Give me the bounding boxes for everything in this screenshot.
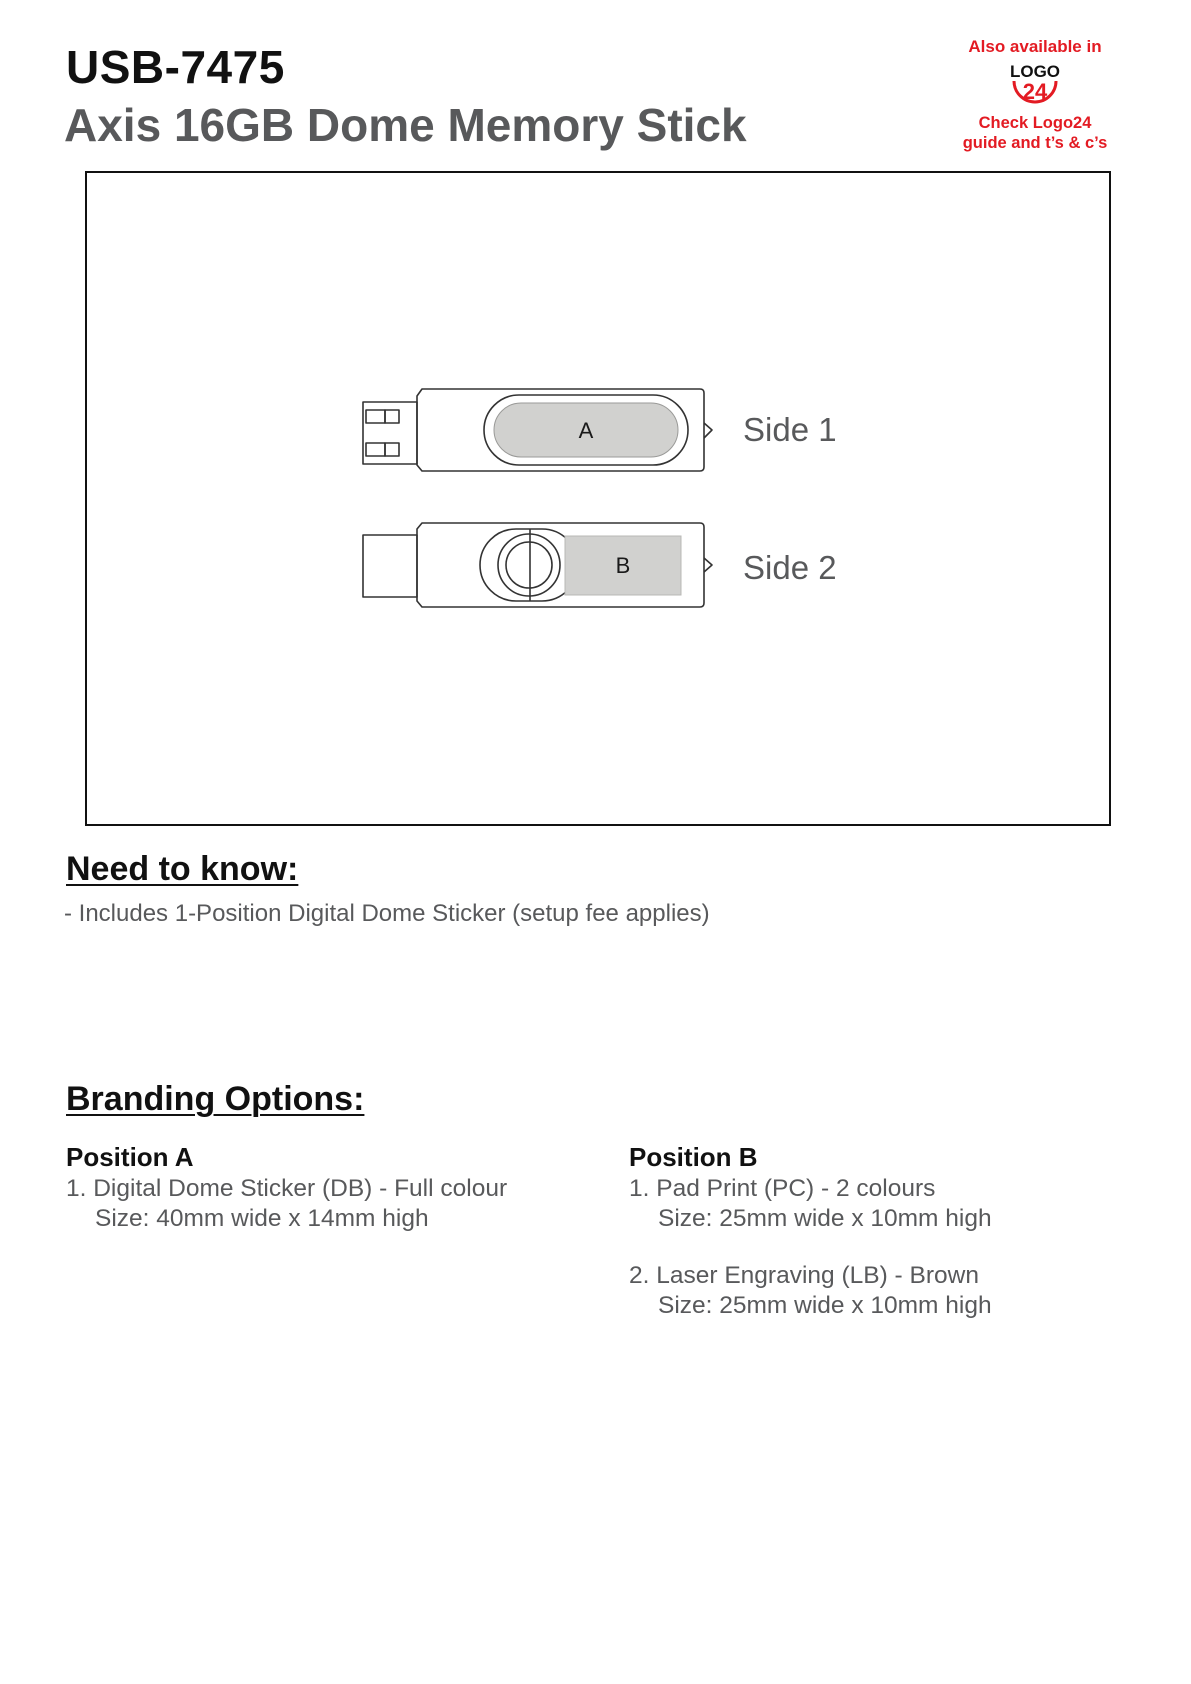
usb-lanyard-tab-rear: [704, 558, 712, 572]
usb-contact-bottom-right: [385, 443, 399, 456]
product-code: USB-7475: [66, 41, 285, 93]
position-b-option-2-method: 2. Laser Engraving (LB) - Brown: [629, 1262, 979, 1289]
side-1-label: Side 1: [743, 411, 837, 448]
position-b-option-1: [629, 1174, 1129, 1234]
position-a-column: [66, 1140, 566, 1261]
need-to-know-heading: Need to know:: [66, 850, 299, 888]
position-a-option-1-size: Size: 40mm wide x 14mm high: [95, 1205, 429, 1232]
logo24-available-text: Also available in: [968, 37, 1102, 56]
logo24-logo-word: LOGO: [1009, 61, 1061, 81]
usb-connector-rear: [363, 535, 417, 597]
branding-options-heading: Branding Options:: [66, 1080, 365, 1118]
position-a-title: Position A: [66, 1142, 194, 1172]
usb-connector: [363, 402, 417, 464]
product-name: Axis 16GB Dome Memory Stick: [64, 99, 747, 151]
print-area-b-letter: B: [615, 553, 631, 578]
side-2-label: Side 2: [743, 549, 837, 586]
print-area-a-letter: A: [578, 418, 594, 443]
logo24-logo-number: 24: [1022, 78, 1048, 104]
usb-lanyard-tab: [704, 423, 712, 438]
position-a-option-1: [66, 1174, 566, 1234]
usb-contact-top-left: [366, 410, 385, 423]
logo24-check-line-1: Check Logo24: [978, 113, 1092, 132]
usb-swivel-pivot-outer: [498, 534, 560, 596]
need-to-know-note: - Includes 1-Position Digital Dome Sticker (setup fee applies): [64, 900, 710, 927]
position-b-option-2: [629, 1261, 1129, 1321]
position-b-option-1-method: 1. Pad Print (PC) - 2 colours: [629, 1175, 936, 1202]
logo24-check-line-2: guide and t’s & c’s: [962, 134, 1108, 153]
position-b-option-1-size: Size: 25mm wide x 10mm high: [658, 1205, 992, 1232]
usb-contact-top-right: [385, 410, 399, 423]
position-b-option-2-size: Size: 25mm wide x 10mm high: [658, 1292, 992, 1319]
usb-contact-bottom-left: [366, 443, 385, 456]
usb-swivel-housing: [480, 529, 578, 601]
position-a-option-1-method: 1. Digital Dome Sticker (DB) - Full colour: [66, 1175, 508, 1202]
position-b-column: [629, 1140, 1129, 1348]
position-b-title: Position B: [629, 1142, 758, 1172]
usb-swivel-pivot-inner: [506, 542, 552, 588]
